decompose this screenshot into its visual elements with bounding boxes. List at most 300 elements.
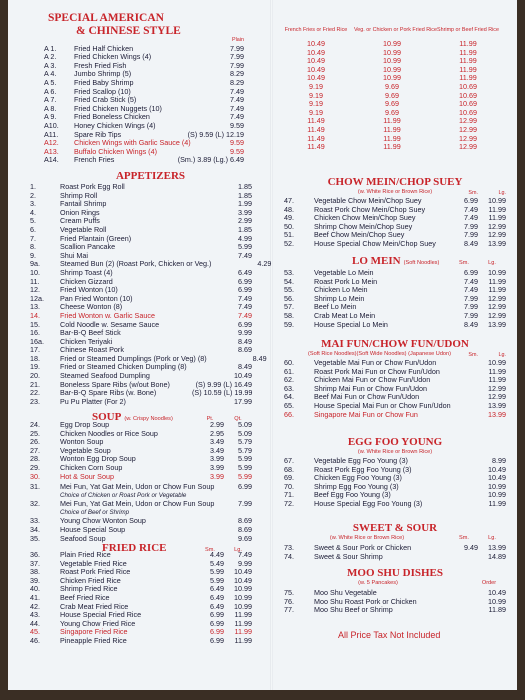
item-name: Beef Fried Rice xyxy=(60,592,110,602)
combo-price: 12.99 xyxy=(459,124,477,134)
item-number: 52. xyxy=(284,238,294,248)
appetizers-list xyxy=(30,182,272,406)
item-price: 5.99 xyxy=(238,454,252,464)
item-number: 54. xyxy=(284,276,294,286)
mai-fun-title: MAI FUN/CHOW FUN/UDON xyxy=(321,338,469,350)
combo-price xyxy=(278,152,354,161)
item-price: 13.99 xyxy=(488,238,506,248)
item-name: House Special Soup xyxy=(60,524,126,534)
menu-item xyxy=(30,500,252,509)
menu-item xyxy=(284,606,506,615)
item-price: 10.99 xyxy=(234,592,252,602)
item-number: 8. xyxy=(30,242,36,252)
item-price: 5.99 xyxy=(210,567,224,577)
combo-header: French Fries or Fried Rice xyxy=(284,27,348,33)
special-combo-prices xyxy=(278,28,508,160)
item-price: 3.99 xyxy=(210,454,224,464)
item-price: 12.99 xyxy=(488,310,506,320)
item-price: 6.49 xyxy=(210,592,224,602)
item-price: 8.49 xyxy=(252,353,267,363)
item-price: 11.99 xyxy=(234,610,252,620)
item-price: 6.49 xyxy=(210,584,224,594)
item-name: Wonton Egg Drop Soup xyxy=(60,454,136,464)
item-name: Chicken Noodles or Rice Soup xyxy=(60,428,158,438)
combo-price: 10.69 xyxy=(459,90,477,100)
item-price: 5.79 xyxy=(238,445,252,455)
fried-rice-list xyxy=(30,551,252,646)
item-name: Cheese Wonton (8) xyxy=(60,302,123,312)
item-name: Shrimp Roll xyxy=(60,190,98,200)
pt-label: Pt. xyxy=(206,416,214,422)
item-number: 17. xyxy=(30,345,40,355)
item-price: 7.49 xyxy=(464,276,478,286)
item-price: 4.99 xyxy=(238,233,252,243)
item-name: Bar-B-Q Spare Ribs (w. Bone) xyxy=(60,388,157,398)
item-number: 24. xyxy=(30,420,40,429)
item-name: Fresh Fried Fish xyxy=(74,60,127,70)
item-price: 6.99 xyxy=(238,276,252,286)
appetizers-title: APPETIZERS xyxy=(115,170,186,182)
item-name: House Special Fried Rice xyxy=(60,610,142,620)
item-price: 7.99 xyxy=(464,302,478,312)
item-number: 14. xyxy=(30,310,40,320)
item-price: 10.49 xyxy=(234,371,252,381)
item-price: 10.49 xyxy=(488,464,506,474)
item-name: Shrimp Egg Foo Young (3) xyxy=(314,481,399,491)
item-number: A14. xyxy=(44,155,59,165)
combo-price: 10.99 xyxy=(383,39,401,48)
item-number: 51. xyxy=(284,230,294,240)
item-price: 10.49 xyxy=(234,567,252,577)
item-name: Chicken Wings with Garlic Sauce (4) xyxy=(74,138,191,148)
sweet-sour-list xyxy=(284,544,506,561)
combo-price: 10.99 xyxy=(383,64,401,74)
item-price: 13.99 xyxy=(488,319,506,329)
item-price: 11.99 xyxy=(234,618,252,628)
item-price: 7.49 xyxy=(464,213,478,223)
item-price: 7.49 xyxy=(238,302,252,312)
item-price xyxy=(450,553,478,562)
item-number: 60. xyxy=(284,358,294,367)
lo-mein-title: LO MEIN xyxy=(352,255,401,267)
item-price: 7.49 xyxy=(464,204,478,214)
item-number: 46. xyxy=(30,635,40,645)
item-price: 4.49 xyxy=(210,550,224,559)
item-price: (Sm.) 3.89 (Lg.) 6.49 xyxy=(177,155,244,165)
sm-label: Sm. xyxy=(459,260,469,266)
item-price: 7.99 xyxy=(230,43,244,53)
item-name: Fried Baby Shrimp xyxy=(74,77,134,87)
sm-label: Sm. xyxy=(459,535,469,541)
item-price: 3.49 xyxy=(210,445,224,455)
item-price: 5.79 xyxy=(238,437,252,447)
item-price: 6.99 xyxy=(464,196,478,205)
item-name: Moo Shu Vegetable xyxy=(314,588,377,597)
item-number: 12. xyxy=(30,285,40,295)
combo-price: 9.69 xyxy=(385,90,399,100)
combo-price: 9.19 xyxy=(309,107,323,117)
combo-price: 11.99 xyxy=(459,56,477,66)
item-price: 11.89 xyxy=(488,605,506,615)
item-number: 61. xyxy=(284,366,294,376)
item-price: 12.99 xyxy=(488,293,506,303)
item-number: A13. xyxy=(44,146,59,156)
item-number: 20. xyxy=(30,371,40,381)
item-price: 10.99 xyxy=(488,481,506,491)
combo-price: 12.99 xyxy=(459,142,477,152)
item-number: 11. xyxy=(30,276,40,286)
combo-price: 10.69 xyxy=(459,81,477,91)
item-name: Fried Crab Stick (5) xyxy=(74,95,137,105)
item-name: Vegetable Chow Mein/Chop Suey xyxy=(314,196,422,205)
item-number: 40. xyxy=(30,584,40,594)
item-price: 7.99 xyxy=(464,221,478,231)
menu-page xyxy=(8,0,517,690)
item-name: Fried Wonton w. Garlic Sauce xyxy=(60,310,155,320)
item-number: 49. xyxy=(284,213,294,223)
item-price: 9.59 xyxy=(230,138,244,148)
item-number: 31. xyxy=(30,482,40,491)
item-name: Shrimp Lo Mein xyxy=(314,293,365,303)
item-number: 42. xyxy=(30,601,40,611)
item-name: Crab Meat Lo Mein xyxy=(314,310,376,320)
combo-price xyxy=(430,152,506,161)
item-number: 45. xyxy=(30,627,40,637)
item-name: Beef Mai Fun or Chow Fun/Udon xyxy=(314,392,420,402)
item-name: Vegetable Fried Rice xyxy=(60,558,127,568)
item-number: 37. xyxy=(30,558,40,568)
item-name: Jumbo Shrimp (5) xyxy=(74,69,132,79)
item-number: 47. xyxy=(284,196,294,205)
item-price: 13.99 xyxy=(488,543,506,552)
order-label: Order xyxy=(481,580,497,586)
item-price: 10.99 xyxy=(488,596,506,606)
item-number: 7. xyxy=(30,233,36,243)
item-number: 15. xyxy=(30,319,40,329)
item-price: 5.99 xyxy=(238,471,252,481)
item-price: 6.49 xyxy=(210,601,224,611)
item-name: Buffalo Chicken Wings (4) xyxy=(74,146,157,156)
sweet-sour-subtitle: (w. White Rice or Brown Rice) xyxy=(329,535,405,541)
item-name: Chicken Egg Foo Young (3) xyxy=(314,473,402,483)
item-number: A 7. xyxy=(44,95,57,105)
item-name: Steamed Bun (2) (Roast Pork, Chicken or Veg.) xyxy=(60,259,212,269)
combo-price: 10.49 xyxy=(307,56,325,66)
moo-shu-subtitle: (w. 5 Pancakes) xyxy=(358,580,398,586)
item-price: 12.99 xyxy=(488,302,506,312)
item-price: 7.49 xyxy=(230,112,244,122)
item-name: Young Chow Fried Rice xyxy=(60,618,136,628)
item-number: 67. xyxy=(284,456,294,465)
item-name: Onion Rings xyxy=(60,207,100,217)
item-number: 5. xyxy=(30,216,36,226)
item-price: 7.49 xyxy=(230,86,244,96)
item-name: Scallion Pancake xyxy=(60,242,116,252)
item-price: 7.49 xyxy=(238,550,252,559)
qt-label: Qt. xyxy=(234,416,242,422)
combo-price: 12.99 xyxy=(459,116,477,126)
item-number: 12a. xyxy=(30,293,44,303)
combo-price: 11.49 xyxy=(307,142,325,152)
item-name: Seafood Soup xyxy=(60,533,106,543)
lg-label: Lg. xyxy=(488,260,496,266)
item-price: 6.49 xyxy=(238,267,252,277)
item-price: 2.99 xyxy=(238,216,252,226)
special-items xyxy=(44,36,244,165)
combo-price xyxy=(354,152,430,161)
item-number: 66. xyxy=(284,409,294,419)
item-name: Fried Chicken Wings (4) xyxy=(74,52,152,62)
item-number: 36. xyxy=(30,550,40,559)
item-price: 1.85 xyxy=(238,224,252,234)
item-number: 65. xyxy=(284,400,294,410)
combo-price: 11.99 xyxy=(459,73,477,83)
item-number: A 3. xyxy=(44,60,57,70)
sm-label: Sm. xyxy=(205,547,215,553)
item-price: 10.49 xyxy=(234,575,252,585)
item-number: 73. xyxy=(284,543,294,552)
item-number: 72. xyxy=(284,498,294,508)
item-number: 75. xyxy=(284,588,294,597)
item-name: Plain Fried Rice xyxy=(60,550,111,559)
item-price: 12.99 xyxy=(488,230,506,240)
item-number: 29. xyxy=(30,462,40,472)
item-number: 28. xyxy=(30,454,40,464)
item-price: 7.99 xyxy=(464,230,478,240)
item-name: Fried Half Chicken xyxy=(74,43,134,53)
item-name: House Special Mai Fun or Chow Fun/Udon xyxy=(314,400,451,410)
item-name: Roast Pork Mai Fun or Chow Fun/Udon xyxy=(314,366,440,376)
item-name: Honey Chicken Wings (4) xyxy=(74,120,156,130)
item-number: 9. xyxy=(30,250,36,260)
item-number: 33. xyxy=(30,516,40,526)
item-note: Choice of Chicken or Roast Pork or Vegetable xyxy=(60,491,187,499)
item-number: 74. xyxy=(284,551,294,561)
item-number: 63. xyxy=(284,383,294,393)
item-price: 10.99 xyxy=(488,358,506,367)
item-price: 8.49 xyxy=(238,362,252,372)
item-price: 10.99 xyxy=(234,601,252,611)
combo-price: 10.49 xyxy=(307,47,325,57)
item-name: Shrimp Fried Rice xyxy=(60,584,118,594)
item-number: A12. xyxy=(44,138,59,148)
item-price: 7.49 xyxy=(464,285,478,295)
item-price: 5.49 xyxy=(210,558,224,568)
item-number: 76. xyxy=(284,596,294,606)
item-price: 5.09 xyxy=(238,420,252,429)
item-number: 69. xyxy=(284,473,294,483)
menu-item xyxy=(284,321,506,330)
item-number: A 1. xyxy=(44,43,57,53)
moo-shu-title: MOO SHU DISHES xyxy=(347,567,443,579)
item-number: 48. xyxy=(284,204,294,214)
item-number: 22. xyxy=(30,388,40,398)
item-name: Moo Shu Beef or Shrimp xyxy=(314,605,393,615)
moo-shu-list xyxy=(284,589,506,615)
item-number: 35. xyxy=(30,533,40,543)
item-number: 43. xyxy=(30,610,40,620)
item-number: 16a. xyxy=(30,336,44,346)
item-number: 77. xyxy=(284,605,294,615)
menu-item xyxy=(284,553,506,562)
item-number: 26. xyxy=(30,437,40,447)
item-number: A 4. xyxy=(44,69,57,79)
item-name: Steamed Seafood Dumpling xyxy=(60,371,150,381)
item-name: Bar-B-Q Beef Stick xyxy=(60,328,121,338)
item-number: 6. xyxy=(30,224,36,234)
item-price: 12.99 xyxy=(488,383,506,393)
item-price: 11.99 xyxy=(488,276,506,286)
item-name: Hot & Sour Soup xyxy=(60,471,114,481)
combo-price-row xyxy=(278,143,508,152)
item-number: 44. xyxy=(30,618,40,628)
item-price: 3.99 xyxy=(210,471,224,481)
item-number: 23. xyxy=(30,396,40,406)
item-name: Shrimp Chow Mein/Chop Suey xyxy=(314,221,413,231)
menu-item xyxy=(30,483,252,492)
item-price: 10.99 xyxy=(488,196,506,205)
chow-mein-list: Sm. Lg. 47. Vegetable Chow Mein/Chop Suey 6.99 10.99 48. Roast Pork Chow Mein/Chop Suey 7.49 11.99 49. Chicken Chow Mein/Chop Suey 7.49 11.99 50. Shrimp Chow Mein/Chop Suey 7.99 12.99 51. Beef Chow Mein/Chop Suey 7.99 12.99 52. House Special Chow Mein/Chop Suey 8.49 13.99 xyxy=(284,190,506,248)
item-price: 7.99 xyxy=(230,52,244,62)
item-number: 68. xyxy=(284,464,294,474)
item-price: 3.99 xyxy=(238,207,252,217)
combo-price: 9.69 xyxy=(385,81,399,91)
item-number: 13. xyxy=(30,302,40,312)
item-price: 12.99 xyxy=(488,221,506,231)
egg-foo-title: EGG FOO YOUNG xyxy=(347,436,443,448)
item-price: 9.59 xyxy=(230,146,244,156)
item-number: 3. xyxy=(30,199,36,209)
item-price: 8.49 xyxy=(238,336,252,346)
item-name: Cold Noodle w. Sesame Sauce xyxy=(60,319,160,329)
item-name: Boneless Spare Ribs (w/out Bone) xyxy=(60,379,170,389)
combo-price: 11.49 xyxy=(307,116,325,126)
item-name: Chinese Roast Pork xyxy=(60,345,124,355)
item-name: House Special Lo Mein xyxy=(314,319,388,329)
item-name: Fried Boneless Chicken xyxy=(74,112,150,122)
combo-price: 11.99 xyxy=(383,116,401,126)
soup-extra-list xyxy=(30,483,252,543)
combo-price: 10.99 xyxy=(383,73,401,83)
item-price: 7.49 xyxy=(238,250,252,260)
item-price: 10.49 xyxy=(488,588,506,597)
item-name: Chicken Gizzard xyxy=(60,276,113,286)
tax-note: All Price Tax Not Included xyxy=(338,630,441,640)
item-number: 62. xyxy=(284,375,294,385)
item-price: 8.49 xyxy=(464,319,478,329)
item-price: 10.99 xyxy=(234,584,252,594)
item-name: Shrimp Toast (4) xyxy=(60,267,113,277)
item-name: Crab Meat Fried Rice xyxy=(60,601,129,611)
item-name: Chicken Fried Rice xyxy=(60,575,121,585)
item-name: Cream Puffs xyxy=(60,216,100,226)
lg-label: Lg. xyxy=(234,547,242,553)
fried-rice-title: FRIED RICE xyxy=(102,542,167,554)
mai-fun-subtitle: (Soft Rice Noodles)(Soft Wide Noodles) (Japanese Udon) xyxy=(308,351,452,357)
item-price: 11.99 xyxy=(488,213,506,223)
item-number: 57. xyxy=(284,302,294,312)
item-number: 2. xyxy=(30,190,36,200)
combo-price: 10.49 xyxy=(307,64,325,74)
item-price: 6.99 xyxy=(238,285,252,295)
item-number: 18. xyxy=(30,353,40,363)
item-price: 6.99 xyxy=(210,627,224,637)
lo-mein-header xyxy=(284,255,506,269)
item-number: 70. xyxy=(284,481,294,491)
item-number: A 9. xyxy=(44,112,57,122)
item-price: 10.99 xyxy=(488,490,506,500)
item-number: 53. xyxy=(284,268,294,277)
item-number: A 8. xyxy=(44,103,57,113)
item-price: 8.49 xyxy=(464,238,478,248)
item-name: Fried Chicken Nuggets (10) xyxy=(74,103,162,113)
item-name: Mei Fun, Yat Gat Mein, Udon or Chow Fun Soup xyxy=(60,482,215,491)
item-number: 25. xyxy=(30,428,40,438)
item-price: 6.99 xyxy=(210,618,224,628)
item-name: Beef Egg Foo Young (3) xyxy=(314,490,391,500)
combo-price: 11.49 xyxy=(307,124,325,134)
plain-header: Plain xyxy=(232,37,244,43)
item-price: 8.29 xyxy=(230,77,244,87)
item-name: Vegetable Roll xyxy=(60,224,107,234)
combo-header: Shrimp or Beef Fried Rice xyxy=(436,27,499,33)
item-price: 6.99 xyxy=(210,635,224,645)
item-price: 6.99 xyxy=(464,268,478,277)
menu-item xyxy=(30,637,252,646)
item-number: 1. xyxy=(30,182,36,191)
item-number: A10. xyxy=(44,120,59,130)
item-name: Fantail Shrimp xyxy=(60,199,107,209)
item-price: 9.99 xyxy=(238,328,252,338)
item-price: (S) 10.59 (L) 19.99 xyxy=(192,388,253,398)
item-price: 7.99 xyxy=(464,293,478,303)
item-name: Roast Pork Egg Foo Young (3) xyxy=(314,464,412,474)
item-name: Vegetable Soup xyxy=(60,445,111,455)
item-price: 3.99 xyxy=(210,462,224,472)
item-price: 17.99 xyxy=(234,396,252,406)
item-price: 11.99 xyxy=(488,285,506,295)
item-note: Choice of Beef or Shrimp xyxy=(60,508,130,516)
item-price: 8.69 xyxy=(238,516,252,526)
item-number: 19. xyxy=(30,362,40,372)
item-name: Fried or Steamed Dumplings (Pork or Veg) (8) xyxy=(60,353,207,363)
item-name: Chicken Lo Mein xyxy=(314,285,368,295)
item-number: 4. xyxy=(30,207,36,217)
item-price: (S) 9.99 (L) 16.49 xyxy=(195,379,252,389)
item-number: 39. xyxy=(30,575,40,585)
item-price: 11.99 xyxy=(488,366,506,376)
menu-item xyxy=(44,156,244,165)
item-price: 7.49 xyxy=(238,293,252,303)
item-name: Singapore Fried Rice xyxy=(60,627,128,637)
item-name: Chicken Chow Mein/Chop Suey xyxy=(314,213,416,223)
combo-price: 11.99 xyxy=(459,64,477,74)
item-name: Fried or Steamed Chicken Dumpling (8) xyxy=(60,362,187,372)
item-price: 7.49 xyxy=(230,95,244,105)
lg-label: Lg. xyxy=(488,535,496,541)
item-price: 9.69 xyxy=(238,533,252,543)
item-price: 9.49 xyxy=(464,543,478,552)
item-price: 6.99 xyxy=(238,319,252,329)
mai-fun-list: Sm. Lg. 60. Vegetable Mai Fun or Chow Fun/Udon 10.99 61. Roast Pork Mai Fun or Chow Fun/Udon 11.99 62. Chicken Mai Fun or Chow Fun/Udon 11.99 63. Shrimp Mai Fun or Chow Fun/Udon 12.99 64. Beef Mai Fun or Chow Fun/Udon 12.99 65. House Special Mai Fun or Chow Fun/Udon 13.99 66. Singapore Mai Fun or Chow Fun 13.99 xyxy=(284,352,506,419)
item-price: 4.29 xyxy=(257,259,272,269)
item-number: 55. xyxy=(284,285,294,295)
item-name: Pan Fried Wonton (10) xyxy=(60,293,133,303)
item-name: Sweet & Sour Shrimp xyxy=(314,551,383,561)
combo-price: 10.49 xyxy=(307,39,325,48)
item-price: 7.99 xyxy=(464,310,478,320)
sweet-sour-title: SWEET & SOUR xyxy=(352,522,438,534)
